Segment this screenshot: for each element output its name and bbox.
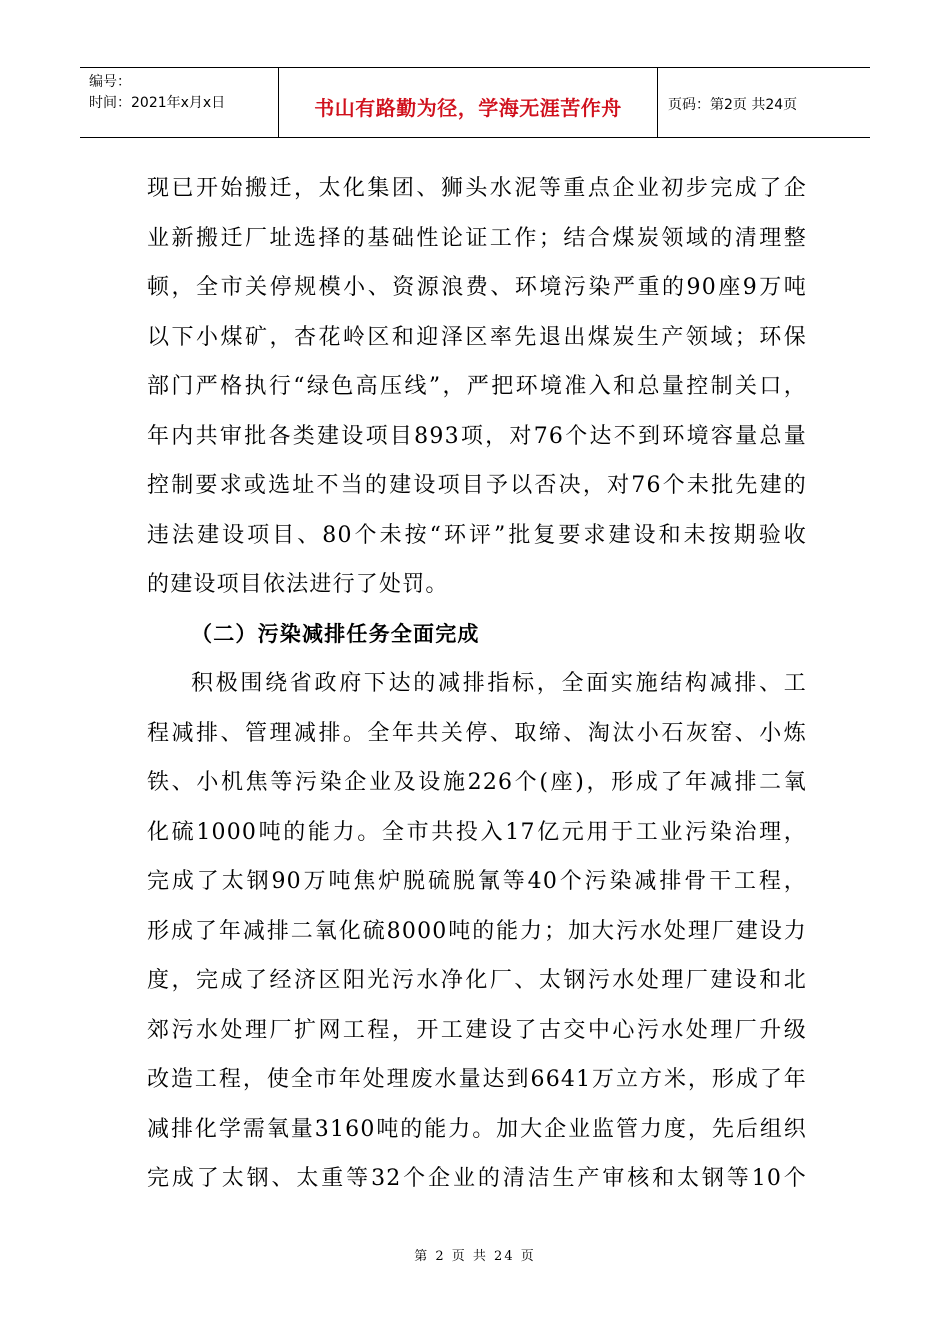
header-meta-cell [80,68,279,137]
number-label: 编号： [89,74,131,90]
page-header [80,67,870,138]
header-motto-cell [279,68,658,137]
body-line: 部门严格执行“绿色高压线”，严把环境准入和总量控制关口， [147,374,807,399]
body-line: 以下小煤矿，杏花岭区和迎泽区率先退出煤炭生产领域；环保 [147,324,807,350]
body-line: 业新搬迁厂址选择的基础性论证工作；结合煤炭领域的清理整 [147,225,807,251]
header-page-cell [658,68,870,137]
document-body [147,164,807,1204]
body-line: 改造工程，使全市年处理废水量达到6641万立方米，形成了年 [147,1067,807,1092]
body-line: 年内共审批各类建设项目893项，对76个达不到环境容量总量 [147,423,807,449]
body-line: 现已开始搬迁，太化集团、狮头水泥等重点企业初步完成了企 [147,176,807,201]
body-line: 完成了太钢、太重等32个企业的清洁生产审核和太钢等10个 [147,1166,807,1191]
body-line: 形成了年减排二氧化硫8000吨的能力；加大污水处理厂建设力 [147,918,807,944]
section-heading: （二）污染减排任务全面完成 [191,621,480,646]
body-line: 控制要求或选址不当的建设项目予以否决，对76个未批先建的 [147,473,807,498]
body-line: 铁、小机焦等污染企业及设施226个(座)，形成了年减排二氧 [147,770,807,795]
page-info: 页码：第2页 共24页 [668,97,798,113]
body-line: 化硫1000吨的能力。全市共投入17亿元用于工业污染治理， [147,819,807,845]
body-line: 的建设项目依法进行了处罚。 [147,572,449,597]
body-line: 积极围绕省政府下达的减排指标，全面实施结构减排、工 [191,671,807,696]
motto-text: 书山有路勤为径，学海无涯苦作舟 [314,96,622,120]
time-label: 时间：2021年x月x日 [89,95,226,111]
body-line: 程减排、管理减排。全年共关停、取缔、淘汰小石灰窑、小炼 [147,720,807,746]
body-line: 违法建设项目、80个未按“环评”批复要求建设和未按期验收 [147,522,807,548]
body-line: 减排化学需氧量3160吨的能力。加大企业监管力度，先后组织 [147,1116,807,1142]
body-line: 顿，全市关停规模小、资源浪费、环境污染严重的90座9万吨 [147,275,807,300]
body-line: 度，完成了经济区阳光污水净化厂、太钢污水处理厂建设和北 [147,968,807,993]
body-line: 郊污水处理厂扩网工程，开工建设了古交中心污水处理厂升级 [147,1017,807,1043]
body-line: 完成了太钢90万吨焦炉脱硫脱氰等40个污染减排骨干工程， [147,869,807,894]
page-footer: 第 2 页 共 24 页 [414,1249,536,1264]
